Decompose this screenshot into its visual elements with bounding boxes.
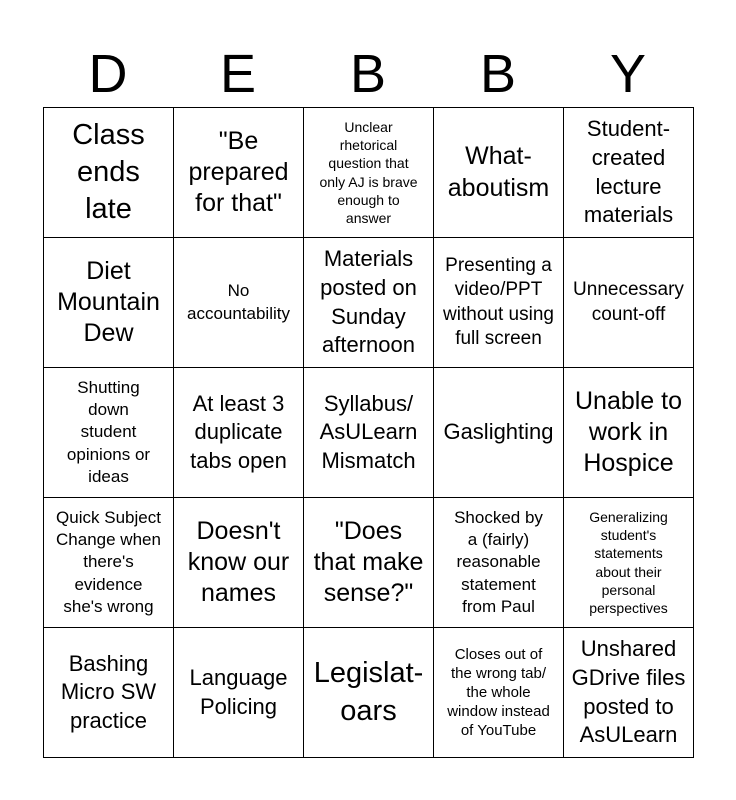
- bingo-cell-r3c5[interactable]: Unable to work in Hospice: [564, 368, 694, 498]
- bingo-cell-r1c5[interactable]: Student- created lecture materials: [564, 108, 694, 238]
- bingo-cell-r1c4[interactable]: What- aboutism: [434, 108, 564, 238]
- bingo-board: [43, 107, 694, 758]
- bingo-cell-r4c1[interactable]: Quick Subject Change when there's evidence she's wrong: [44, 498, 174, 628]
- bingo-cell-r4c5[interactable]: Generalizing student's statements about their personal perspectives: [564, 498, 694, 628]
- bingo-cell-r2c3[interactable]: Materials posted on Sunday afternoon: [304, 238, 434, 368]
- bingo-cell-r4c2[interactable]: Doesn't know our names: [174, 498, 304, 628]
- bingo-cell-r3c4[interactable]: Gaslighting: [434, 368, 564, 498]
- header-letter-d: D: [88, 44, 128, 104]
- bingo-cell-r5c2[interactable]: Language Policing: [174, 628, 304, 758]
- bingo-cell-r5c1[interactable]: Bashing Micro SW practice: [44, 628, 174, 758]
- bingo-cell-r3c1[interactable]: Shutting down student opinions or ideas: [44, 368, 174, 498]
- bingo-cell-r4c3[interactable]: "Does that make sense?": [304, 498, 434, 628]
- header-letter-b1: B: [349, 44, 387, 104]
- bingo-cell-r1c3[interactable]: Unclear rhetorical question that only AJ is brave enough to answer: [304, 108, 434, 238]
- bingo-cell-r4c4[interactable]: Shocked by a (fairly) reasonable statement from Paul: [434, 498, 564, 628]
- bingo-cell-r2c1[interactable]: Diet Mountain Dew: [44, 238, 174, 368]
- bingo-cell-r3c2[interactable]: At least 3 duplicate tabs open: [174, 368, 304, 498]
- bingo-cell-r2c5[interactable]: Unnecessary count-off: [564, 238, 694, 368]
- header-letter-e: E: [219, 44, 257, 104]
- bingo-cell-r2c4[interactable]: Presenting a video/PPT without using full screen: [434, 238, 564, 368]
- bingo-header: [43, 40, 693, 108]
- bingo-cell-r5c3[interactable]: Legislat- oars: [304, 628, 434, 758]
- bingo-cell-r1c1[interactable]: Class ends late: [44, 108, 174, 238]
- bingo-cell-r3c3[interactable]: Syllabus/ AsULearn Mismatch: [304, 368, 434, 498]
- header-letter-y: Y: [609, 44, 647, 104]
- header-letter-b2: B: [479, 44, 517, 104]
- bingo-cell-r1c2[interactable]: "Be prepared for that": [174, 108, 304, 238]
- bingo-cell-r2c2[interactable]: No accountability: [174, 238, 304, 368]
- bingo-cell-r5c4[interactable]: Closes out of the wrong tab/ the whole window instead of YouTube: [434, 628, 564, 758]
- bingo-cell-r5c5[interactable]: Unshared GDrive files posted to AsULearn: [564, 628, 694, 758]
